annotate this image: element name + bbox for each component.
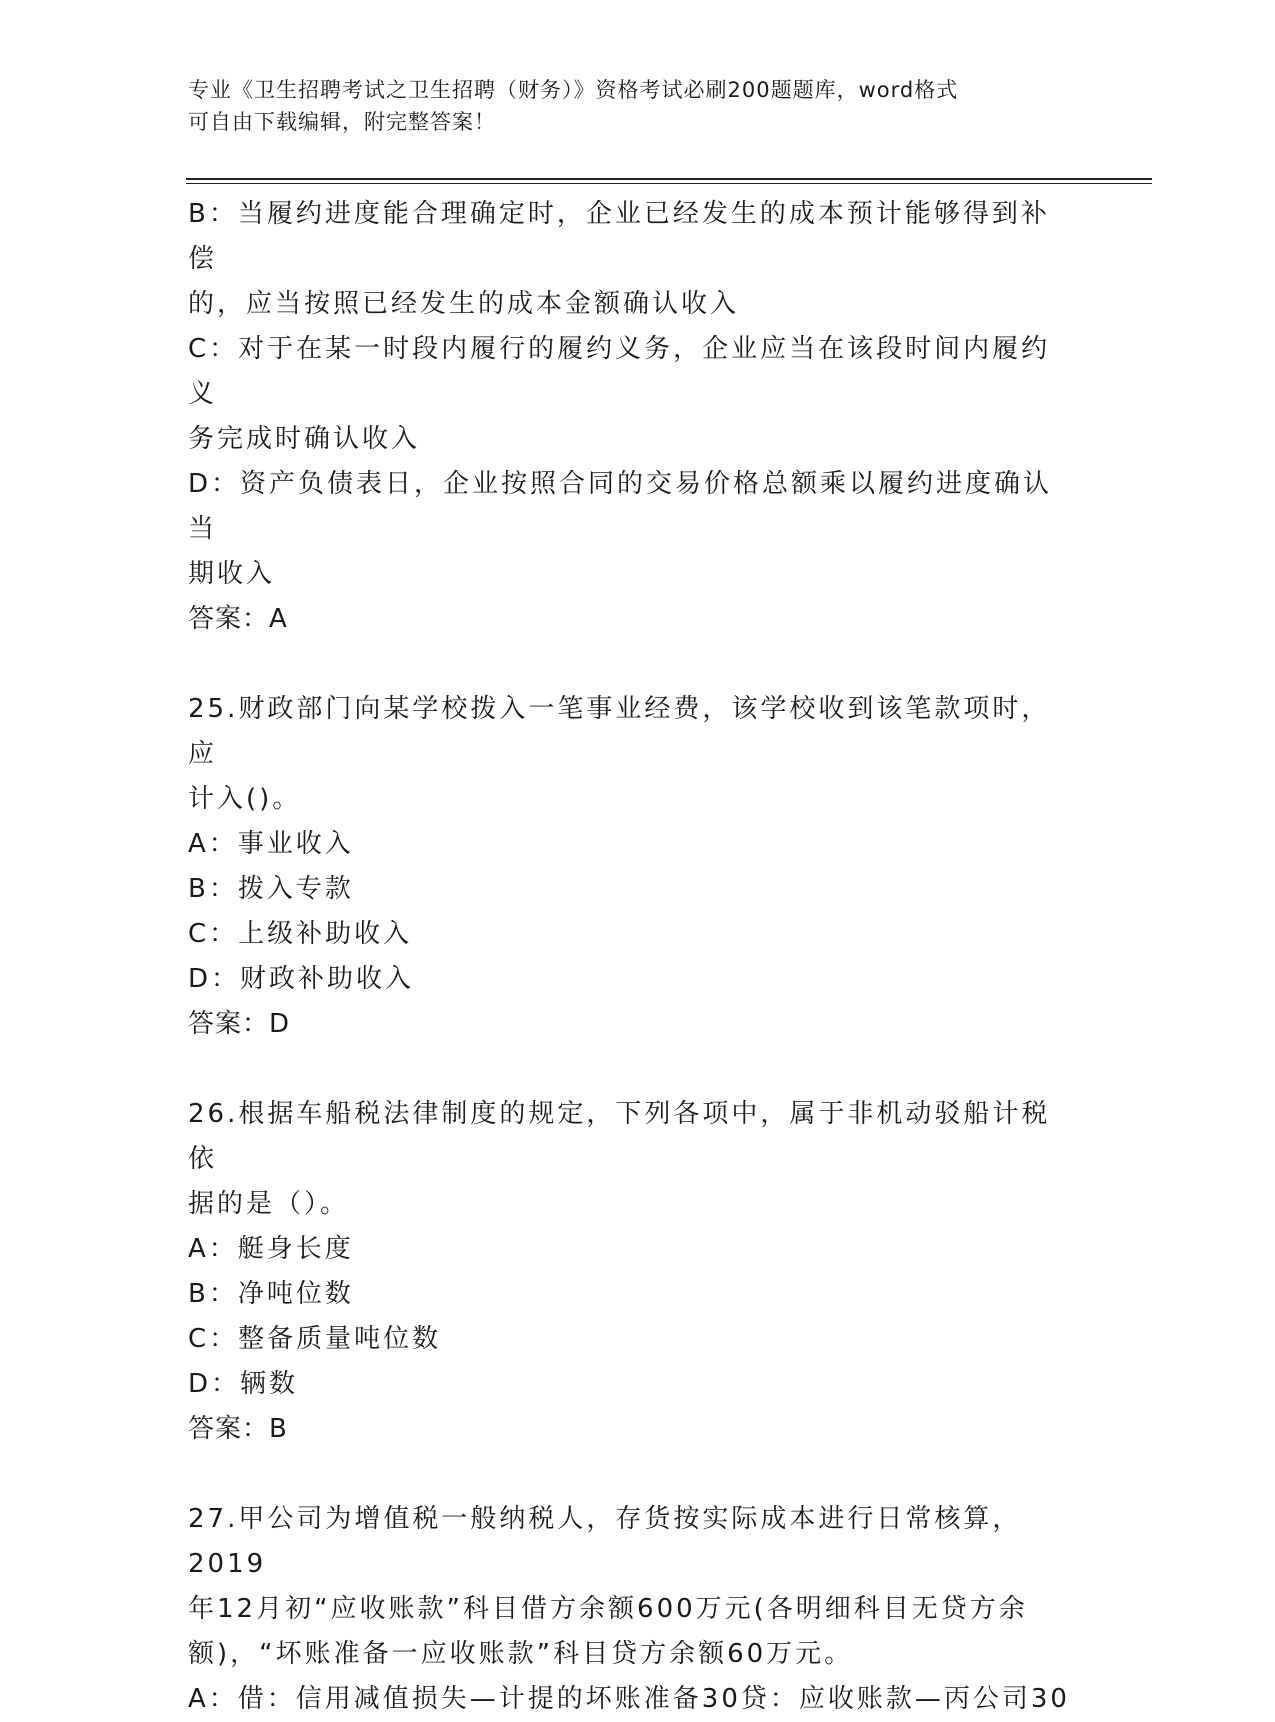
option-b: B：拨入专款	[188, 874, 354, 904]
header-line-1: 专业《卫生招聘考试之卫生招聘（财务）》资格考试必刷200题题库，word格式	[188, 78, 959, 102]
question-stem: 26.根据车船税法律制度的规定，下列各项中，属于非机动驳船计税依	[188, 1099, 1051, 1174]
option-b-cont: 的，应当按照已经发生的成本金额确认收入	[188, 289, 740, 319]
question-content	[188, 192, 1078, 1722]
option-c: C：对于在某一时段内履行的履约义务，企业应当在该段时间内履约义	[188, 334, 1051, 409]
question-stem-cont: 额)，“坏账准备一应收账款”科目贷方余额60万元。	[188, 1639, 854, 1669]
option-c: C：上级补助收入	[188, 919, 413, 949]
question-stem-cont: 计入()。	[188, 784, 302, 814]
option-a: A：借：信用减值损失—计提的坏账准备30贷：应收账款—丙公司30	[188, 1684, 1070, 1714]
answer-line: 答案：D	[188, 1009, 291, 1039]
option-c: C：整备质量吨位数	[188, 1324, 442, 1354]
question-stem-cont: 年12月初“应收账款”科目借方余额600万元(各明细科目无贷方余	[188, 1594, 1028, 1624]
option-b: B：净吨位数	[188, 1279, 354, 1309]
question-27	[188, 1497, 1078, 1722]
answer-line: 答案：B	[188, 1414, 288, 1444]
header-divider-thin	[186, 183, 1152, 184]
option-d: D：财政补助收入	[188, 964, 415, 994]
question-stem: 27.甲公司为增值税一般纳税人，存货按实际成本进行日常核算，2019	[188, 1504, 1022, 1579]
option-d: D：资产负债表日，企业按照合同的交易价格总额乘以履约进度确认当	[188, 469, 1053, 544]
answer-line: 答案：A	[188, 604, 288, 634]
header-divider-thick	[186, 178, 1152, 180]
option-d-cont: 期收入	[188, 559, 276, 589]
header-line-2: 可自由下载编辑，附完整答案！	[188, 110, 496, 134]
option-b: B：当履约进度能合理确定时，企业已经发生的成本预计能够得到补偿	[188, 199, 1050, 274]
option-d: D：辆数	[188, 1369, 299, 1399]
option-a: A：事业收入	[188, 829, 354, 859]
question-26	[188, 1092, 1078, 1452]
document-header	[188, 74, 1068, 138]
option-c-cont: 务完成时确认收入	[188, 424, 421, 454]
question-25	[188, 687, 1078, 1047]
option-a: A：艇身长度	[188, 1234, 354, 1264]
prev-question-block	[188, 192, 1078, 642]
question-stem-cont: 据的是（）。	[188, 1189, 350, 1219]
question-stem: 25.财政部门向某学校拨入一笔事业经费，该学校收到该笔款项时，应	[188, 694, 1051, 769]
